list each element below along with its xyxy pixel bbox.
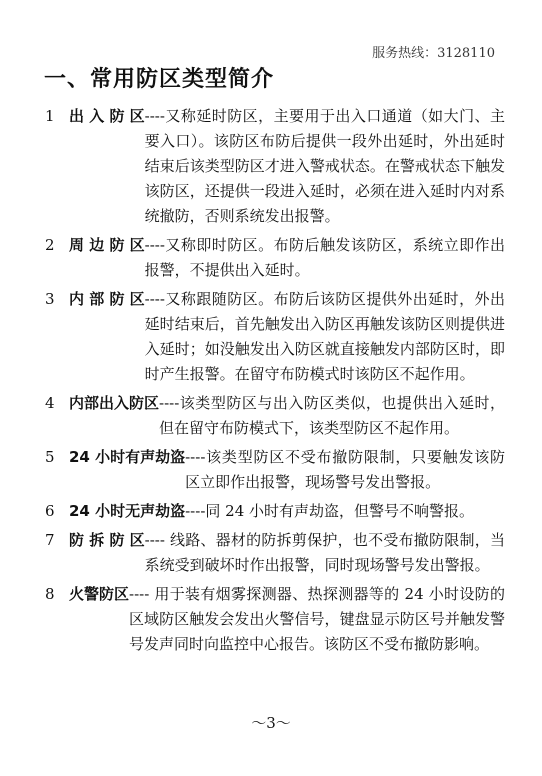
service-hotline: 服务热线：3128110 xyxy=(372,46,495,61)
zone-name: 火警防区 xyxy=(69,585,130,603)
zone-description: ----该类型防区不受布撤防限制，只要触发该防区立即作出报警，现场警号发出警报。 xyxy=(185,448,505,491)
zone-description: ----又称跟随防区。布防后该防区提供外出延时，外出延时结束后，首先触发出入防区再触发该防区则提供进入延时；如没触发出入防区就直接触发内部防区时，即时产生报警。在留守布防模式时该防区不起作用。 xyxy=(144,290,505,383)
list-item xyxy=(45,104,505,229)
zone-name: 周 边 防 区 xyxy=(69,236,145,254)
zone-name: 内 部 防 区 xyxy=(69,290,145,308)
zone-description: ----该类型防区与出入防区类似，也提供出入延时，但在留守布防模式下，该类型防区不起作用。 xyxy=(159,394,505,437)
list-item xyxy=(45,445,505,495)
zone-description: ----又称即时防区。布防后触发该防区，系统立即作出报警，不提供出入延时。 xyxy=(144,236,505,279)
item-number: 2 xyxy=(45,236,55,254)
zone-name: 24 小时有声劫盗 xyxy=(69,448,186,466)
zone-name: 内部出入防区 xyxy=(69,394,160,412)
item-number: 3 xyxy=(45,290,55,308)
list-item xyxy=(45,287,505,387)
list-item xyxy=(45,233,505,283)
zone-description: ---- 用于装有烟雾探测器、热探测器等的 24 小时设防的区域防区触发会发出火警信号，键盘显示防区号并触发警号发声同时向监控中心报告。该防区不受布撤防影响。 xyxy=(129,585,505,653)
list-item xyxy=(45,499,505,524)
list-item xyxy=(45,582,505,657)
zone-description: ---- 线路、器材的防拆剪保护，也不受布撤防限制，当系统受到破坏时作出报警，同时现场警号发出警报。 xyxy=(144,531,505,574)
item-number: 6 xyxy=(45,502,55,520)
item-number: 7 xyxy=(45,531,55,549)
item-number: 1 xyxy=(45,107,55,125)
item-number: 4 xyxy=(45,394,55,412)
page-number: ～3～ xyxy=(251,714,291,732)
zone-name: 防 拆 防 区 xyxy=(69,531,145,549)
item-number: 8 xyxy=(45,585,55,603)
item-number: 5 xyxy=(45,448,55,466)
list-item xyxy=(45,391,505,441)
section-title: 一、常用防区类型简介 xyxy=(44,67,275,92)
list-item xyxy=(45,528,505,578)
zone-description: ----又称延时防区，主要用于出入口通道（如大门、主要入口）。该防区布防后提供一段外出延时，外出延时结束后该类型防区才进入警戒状态。在警戒状态下触发该防区，还提供一段进入延时，必须在进入延时内对系统撤防，否则系统发出报警。 xyxy=(144,107,505,225)
zone-name: 24 小时无声劫盗 xyxy=(69,502,186,520)
zone-type-list xyxy=(45,104,505,661)
zone-name: 出 入 防 区 xyxy=(69,107,145,125)
zone-description: ----同 24 小时有声劫盗，但警号不响警报。 xyxy=(185,502,475,520)
